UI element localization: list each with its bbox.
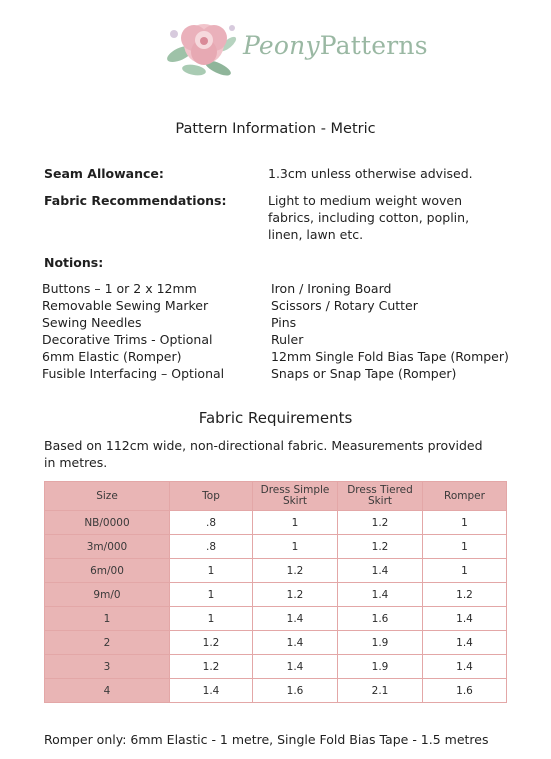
fabric-rec-line: linen, lawn etc.	[268, 227, 364, 242]
table-cell: 1.4	[338, 559, 423, 583]
table-cell: 2.1	[338, 679, 423, 703]
fabric-recommendations-value	[268, 192, 469, 243]
notion-item: Scissors / Rotary Cutter	[271, 298, 418, 313]
column-header	[423, 482, 507, 511]
column-header	[170, 482, 253, 511]
size-cell: 3	[45, 655, 170, 679]
table-cell: 1	[423, 535, 507, 559]
page-title: Pattern Information - Metric	[175, 121, 376, 137]
table-cell: 1.2	[253, 559, 338, 583]
table-cell: 1	[170, 607, 253, 631]
table-cell: 1.6	[338, 607, 423, 631]
column-header-line: Skirt	[282, 495, 308, 507]
table-cell: 1.4	[423, 607, 507, 631]
table-cell: 1.2	[338, 535, 423, 559]
size-cell: NB/0000	[45, 511, 170, 535]
size-cell: 2	[45, 631, 170, 655]
table-cell: 1.4	[253, 655, 338, 679]
column-header	[338, 482, 423, 511]
table-header-row	[45, 482, 507, 511]
size-cell: 6m/00	[45, 559, 170, 583]
seam-allowance-value: 1.3cm unless otherwise advised.	[268, 166, 473, 181]
table-cell: 1.4	[253, 607, 338, 631]
notion-item: Ruler	[271, 332, 304, 347]
romper-note: Romper only: 6mm Elastic - 1 metre, Single Fold Bias Tape - 1.5 metres	[44, 732, 489, 747]
column-header	[45, 482, 170, 511]
table-cell: 1.4	[253, 631, 338, 655]
table-row	[45, 655, 507, 679]
fabric-requirements-table	[44, 481, 507, 703]
intro-line: in metres.	[44, 455, 108, 470]
table-cell: 1	[423, 511, 507, 535]
fabric-rec-line: Light to medium weight woven	[268, 193, 463, 208]
table-cell: 1.4	[338, 583, 423, 607]
table-cell: .8	[170, 511, 253, 535]
notions-left-list	[42, 280, 224, 382]
notion-item: Removable Sewing Marker	[42, 298, 209, 313]
notion-item: Sewing Needles	[42, 315, 142, 330]
table-cell: 1.9	[338, 655, 423, 679]
notions-right-list	[271, 280, 509, 382]
table-row	[45, 583, 507, 607]
table-cell: 1.2	[338, 511, 423, 535]
table-row	[45, 607, 507, 631]
notion-item: Decorative Trims - Optional	[42, 332, 213, 347]
table-cell: 1	[170, 559, 253, 583]
table-row	[45, 631, 507, 655]
table-cell: 1.2	[170, 655, 253, 679]
table-cell: 1.6	[423, 679, 507, 703]
notion-item: Iron / Ironing Board	[271, 281, 392, 296]
size-cell: 1	[45, 607, 170, 631]
table-cell: 1.4	[423, 631, 507, 655]
brand-name: PeonyPatterns	[243, 31, 428, 60]
table-cell: 1	[423, 559, 507, 583]
peony-flower-icon	[160, 14, 244, 80]
column-header-line: Romper	[444, 489, 485, 502]
table-row	[45, 679, 507, 703]
notion-item: 6mm Elastic (Romper)	[42, 349, 182, 364]
table-row	[45, 559, 507, 583]
column-header-line: Size	[96, 489, 118, 502]
seam-allowance-label: Seam Allowance:	[44, 166, 164, 181]
fabric-requirements-title: Fabric Requirements	[198, 409, 353, 427]
column-header-line: Dress Tiered	[347, 484, 413, 496]
column-header	[253, 482, 338, 511]
column-header-line: Skirt	[367, 495, 393, 507]
table-cell: 1	[253, 511, 338, 535]
fabric-requirements-intro	[44, 437, 483, 471]
table-row	[45, 535, 507, 559]
table-cell: 1.4	[170, 679, 253, 703]
table-cell: 1.2	[423, 583, 507, 607]
notion-item: 12mm Single Fold Bias Tape (Romper)	[271, 349, 509, 364]
table-cell: 1	[253, 535, 338, 559]
notion-item: Pins	[271, 315, 297, 330]
notions-label: Notions:	[44, 255, 104, 270]
size-cell: 9m/0	[45, 583, 170, 607]
notion-item: Snaps or Snap Tape (Romper)	[271, 366, 457, 381]
table-body	[45, 511, 507, 703]
column-header-line: Dress Simple	[260, 484, 330, 496]
size-cell: 3m/000	[45, 535, 170, 559]
notion-item: Buttons – 1 or 2 x 12mm	[42, 281, 197, 296]
table-cell: 1.9	[338, 631, 423, 655]
notion-item: Fusible Interfacing – Optional	[42, 366, 225, 381]
table-cell: 1.2	[170, 631, 253, 655]
column-header-line: Top	[202, 489, 220, 502]
fabric-rec-line: fabrics, including cotton, poplin,	[268, 210, 470, 225]
table-cell: 1.6	[253, 679, 338, 703]
table-row	[45, 511, 507, 535]
size-cell: 4	[45, 679, 170, 703]
fabric-recommendations-label: Fabric Recommendations:	[44, 193, 227, 208]
table-cell: 1.2	[253, 583, 338, 607]
table-cell: .8	[170, 535, 253, 559]
table-cell: 1	[170, 583, 253, 607]
intro-line: Based on 112cm wide, non-directional fabric. Measurements provided	[44, 438, 483, 453]
table-cell: 1.4	[423, 655, 507, 679]
